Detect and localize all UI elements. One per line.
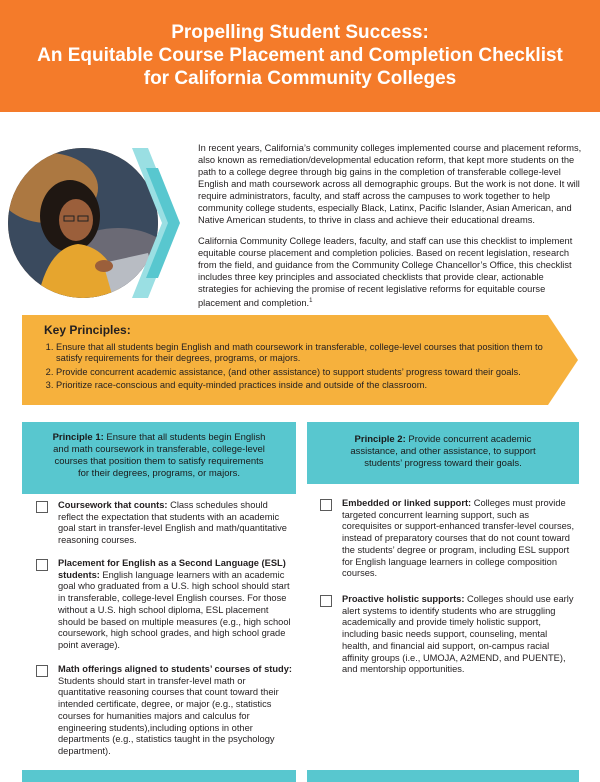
checkbox[interactable] [36, 559, 48, 571]
checkbox[interactable] [320, 595, 332, 607]
footer-strip-right [307, 770, 579, 782]
checklist-item-title: Embedded or linked support: [342, 498, 472, 508]
checklist-item-text [342, 498, 576, 580]
checklist-item-body: Colleges should use early alert systems to identify students who are struggling academically and provide timely holistic support, including basic needs support, counseling, mental health, and financial aid support, on-campus racial affinity groups (i.e., UMOJA, A2MEND, and PUENTE), and mentorship opportunities. [342, 594, 574, 675]
intro-paragraph-2-text: California Community College leaders, faculty, and staff can use this checklist to implement equitable course placement and completion policies. Based on recent legislation, research from the field, and guidance from the Community College Chancellor’s Office, this checklist includes three key principles and associated checklists that provide clear, actionable strategies for achieving the promise of recent legislative reforms for equitable course placement and completion. [198, 236, 573, 309]
key-principles-list [44, 342, 554, 392]
checklist-item-body: Class schedules should reflect the expectation that students with an academic goal start in transfer-level English and math/quantitative reasoning courses. [58, 500, 287, 546]
principle-1-text: Ensure that all students begin English and math coursework in transferable, college-level courses that position them to satisfy requirements for their degrees, programs, or majors. [53, 432, 266, 479]
chevron-decoration-icon [132, 148, 186, 298]
key-principles-box [22, 315, 578, 405]
header-banner [0, 0, 600, 112]
intro-paragraph-1: In recent years, California’s community colleges implemented course and placement reforms, also known as remediation/developmental education reform, that kept more students on the path to a college degree through big gains in the completion of transferable college-level English and math coursework across all demographic groups. But the work is not done. It will require administrators, faculty, and staff across the campuses to work together to help community college students, especially Black, Latinx, Pacific Islander, Asian American, and Native American students, to thrive in class and achieve their educational dreams. [198, 143, 582, 225]
checklist-item-body: Students should start in transfer-level math or quantitative reasoning courses that count toward their intended certificate, degree, or major (e.g., statistics courses for humanities majors and calculus for engineering students),including options in other departments (e.g., statistics taught in the psychology department). [58, 675, 279, 756]
checklist-item-text [58, 664, 294, 758]
checkbox[interactable] [36, 501, 48, 513]
key-principles-content [44, 325, 554, 394]
principle-2-label: Principle 2: [354, 434, 406, 445]
checklist-item-title: Placement for English as a Second Language (ESL) students: [58, 558, 286, 580]
checkbox[interactable] [36, 665, 48, 677]
principle-1-header [22, 422, 296, 494]
key-principle-3: 3. Prioritize race-conscious and equity-minded practices inside and outside of the classroom. [56, 380, 554, 392]
checkbox[interactable] [320, 499, 332, 511]
checklist-item-title: Math offerings aligned to students’ courses of study: [58, 664, 292, 674]
principle-1-label: Principle 1: [52, 432, 104, 443]
title-line-3: for California Community Colleges [143, 68, 457, 89]
footnote-marker: 1 [309, 298, 313, 304]
checklist-item-body: English language learners with an academic goal who graduated from a U.S. high school should start in transferable, college-level English courses. For those without a U.S. high school diploma, ESL placement should be based on multiple measures (e.g., high school coursework, high school grades, and high school grade point average). [58, 569, 291, 650]
title-line-1: Propelling Student Success: [171, 22, 429, 43]
intro-text [198, 142, 586, 318]
key-principle-2: 2. Provide concurrent academic assistance, (and other assistance) to support students’ progress toward their goals. [56, 367, 554, 379]
key-principle-1: 1. Ensure that all students begin English and math coursework in transferable, college-level courses that position them to satisfy requirements for their degrees, programs, or majors. [56, 342, 554, 365]
checklist-item-title: Coursework that counts: [58, 500, 168, 510]
principle-2-text: Provide concurrent academic assistance, and other assistance, to support students’ progress toward their goals. [350, 434, 536, 469]
checklist-item-title: Proactive holistic supports: [342, 594, 465, 604]
footer-strip-left [22, 770, 296, 782]
checklist-item-body: Colleges must provide targeted concurrent learning support, such as corequisites or support-enhanced transfer-level courses, instead of preparatory courses that do not count toward the students’ degree or program, including ESL support for English language learners in college composition courses. [342, 498, 575, 579]
principle-2-header [307, 422, 579, 484]
checklist-item-text [58, 558, 294, 652]
title-line-2: An Equitable Course Placement and Completion Checklist [37, 45, 563, 66]
intro-paragraph-2 [198, 235, 586, 309]
checklist-item-text [58, 500, 294, 547]
checklist-item-text [342, 594, 576, 676]
key-principles-title: Key Principles: [44, 323, 131, 337]
